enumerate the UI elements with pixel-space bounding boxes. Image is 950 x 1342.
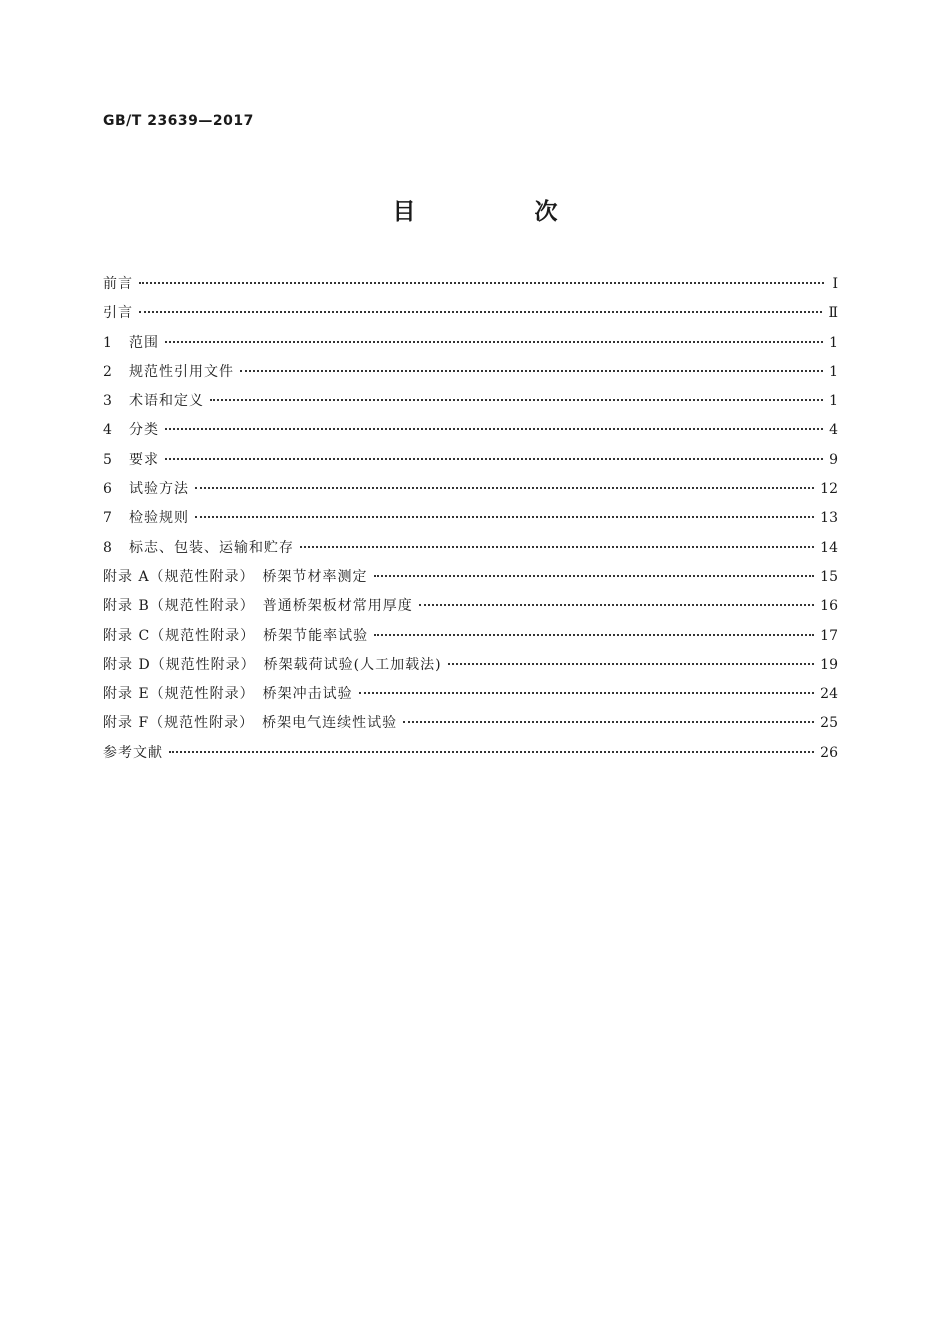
toc-entry[interactable] [103,446,838,475]
dot-leader [240,370,823,372]
toc-entry-number: 6 [103,481,112,498]
toc-entry-page: 13 [820,510,838,527]
toc-entry-number: 8 [103,539,112,556]
toc-entry[interactable] [103,709,838,738]
toc-entry[interactable] [103,475,838,504]
toc-entry[interactable] [103,592,838,621]
toc-entry[interactable] [103,680,838,709]
toc-entry-page: 4 [829,422,838,439]
toc-entry-label: 试验方法 [129,481,189,498]
dot-leader [359,692,815,694]
toc-entry-number: 3 [103,393,112,410]
toc-entry-label: 附录 A（规范性附录） 桥架节材率测定 [103,568,368,585]
toc-entry-page: 26 [820,744,838,761]
toc-entry[interactable] [103,739,838,768]
dot-leader [139,282,824,284]
toc-entry-page: 9 [829,451,838,468]
toc-entry-label: 标志、包装、运输和贮存 [129,539,294,556]
toc-entry-number: 1 [103,334,112,351]
toc-entry-label: 前言 [103,276,133,292]
toc-entry-label: 范围 [129,334,159,351]
toc-entry-page: 24 [820,686,838,703]
toc-entry-page: 19 [820,656,838,673]
dot-leader [139,311,822,313]
toc-entry-number: 5 [103,451,112,468]
dot-leader [210,399,823,401]
dot-leader [165,458,823,460]
toc-entry-label: 术语和定义 [129,393,204,410]
dot-leader [403,721,814,723]
toc-entry-page: 16 [820,598,838,615]
toc-entry[interactable] [103,651,838,680]
toc-entry[interactable] [103,416,838,445]
toc-entry-page: 12 [820,481,838,498]
toc-entry-label: 要求 [129,451,159,468]
toc-title: 目 次 [392,199,606,225]
toc-entry-page: 14 [820,539,838,556]
toc-entry-label: 检验规则 [129,510,189,527]
toc-entry-page: Ⅰ [832,276,838,292]
dot-leader [195,516,814,518]
toc-entry-page: 1 [829,393,838,410]
dot-leader [374,575,815,577]
toc-entry-number: 2 [103,363,112,380]
toc-entry-label: 分类 [129,422,159,439]
dot-leader [374,634,814,636]
toc-entry[interactable] [103,534,838,563]
toc-entry[interactable] [103,622,838,651]
toc-entry-label: 附录 C（规范性附录） 桥架节能率试验 [103,627,369,644]
toc-entry[interactable] [103,563,838,592]
dot-leader [195,487,814,489]
toc-entry-label: 引言 [103,305,133,322]
dot-leader [165,428,823,430]
toc-entry-number: 7 [103,510,112,527]
dot-leader [165,341,823,343]
toc-entry-page: 1 [829,363,838,380]
toc-entry-page: 17 [820,627,838,644]
toc-entry-page: 1 [829,334,838,351]
dot-leader [419,604,814,606]
toc-entry[interactable] [103,358,838,387]
table-of-contents [103,270,838,768]
toc-entry[interactable] [103,387,838,416]
toc-entry-page: 15 [820,568,838,585]
toc-entry-label: 附录 B（规范性附录） 普通桥架板材常用厚度 [103,598,413,615]
toc-entry-label: 规范性引用文件 [129,363,234,380]
toc-entry-label: 附录 F（规范性附录） 桥架电气连续性试验 [103,715,398,732]
toc-entry-page: Ⅱ [828,305,838,322]
toc-entry[interactable] [103,504,838,533]
toc-entry-page: 25 [820,715,838,732]
toc-entry[interactable] [103,299,838,328]
toc-entry-label: 附录 E（规范性附录） 桥架冲击试验 [103,686,353,703]
toc-entry[interactable] [103,270,838,299]
toc-entry-number: 4 [103,422,112,439]
toc-entry-label: 参考文献 [103,744,163,761]
toc-entry-label: 附录 D（规范性附录） 桥架载荷试验(人工加载法) [103,656,442,673]
toc-entry[interactable] [103,329,838,358]
standard-code: GB/T 23639—2017 [103,113,254,129]
dot-leader [300,546,814,548]
dot-leader [448,663,815,665]
dot-leader [169,751,814,753]
